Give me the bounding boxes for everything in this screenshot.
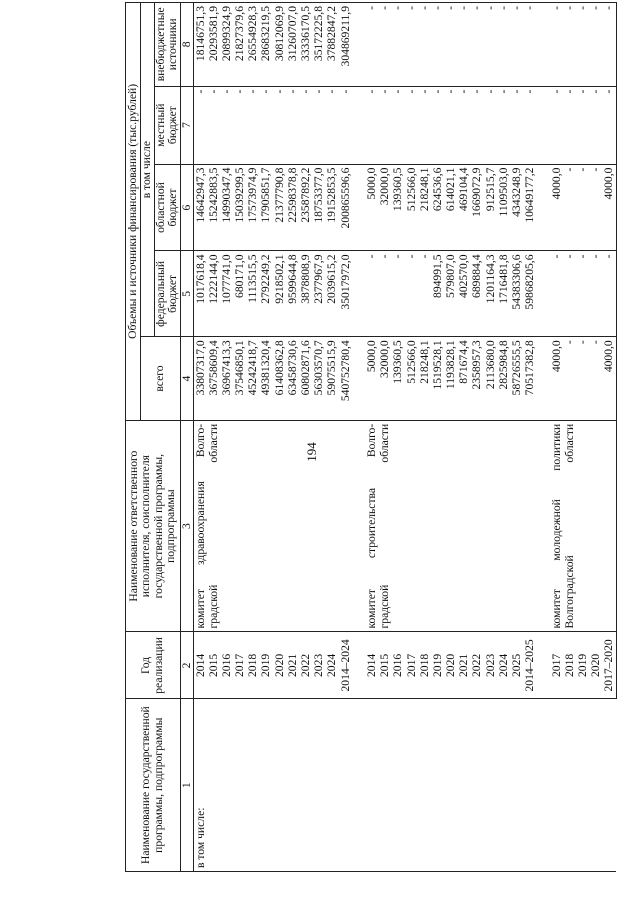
amount-value: 1519528,1 bbox=[430, 340, 444, 390]
amount-value: 32000,0 bbox=[378, 167, 392, 206]
year-value: 2023 bbox=[483, 653, 497, 677]
amount-value: - bbox=[457, 6, 471, 10]
executor-line: градской области bbox=[378, 423, 392, 629]
amount-value: - bbox=[233, 89, 247, 94]
amount-value: 20293581,9 bbox=[206, 6, 220, 62]
year-value: 2018 bbox=[417, 653, 431, 677]
amount-value: 59075515,9 bbox=[325, 340, 339, 396]
header-including: в том числе bbox=[141, 3, 155, 337]
amount-value: 17573974,9 bbox=[246, 167, 260, 223]
amount-value: 4000,0 bbox=[549, 340, 563, 373]
amount-value: 19152853,5 bbox=[325, 167, 339, 223]
amount-value: - bbox=[219, 89, 233, 94]
amount-value: - bbox=[417, 254, 431, 259]
amount-value: - bbox=[391, 89, 405, 94]
amount-value: - bbox=[549, 254, 563, 259]
row-gap bbox=[339, 424, 352, 629]
amount-value: - bbox=[391, 254, 405, 259]
amount-value: 1113515,5 bbox=[246, 254, 260, 303]
amount-value: 1222144,0 bbox=[206, 254, 220, 304]
amount-value: 70517382,8 bbox=[523, 340, 537, 396]
amount-value: 9599644,8 bbox=[285, 254, 299, 304]
amount-value: - bbox=[562, 167, 576, 172]
amount-value: 59868205,6 bbox=[523, 254, 537, 310]
amount-value: - bbox=[430, 89, 444, 94]
header-local: местный бюджет bbox=[154, 86, 180, 164]
executor-line: комитет молодежной политики bbox=[549, 423, 563, 629]
amount-value: 5000,0 bbox=[364, 167, 378, 200]
amount-value: 3878808,9 bbox=[299, 254, 312, 304]
year-value: 2019 bbox=[575, 653, 589, 677]
amount-value: 680171,0 bbox=[233, 254, 247, 298]
amount-value: - bbox=[259, 89, 273, 94]
amount-value: 28683219,5 bbox=[259, 6, 273, 62]
amount-value: 218248,1 bbox=[417, 340, 431, 384]
amount-value: - bbox=[589, 254, 603, 259]
header-extrabudget: внебюджетные источники bbox=[154, 3, 180, 87]
row-gap bbox=[325, 424, 338, 629]
row-gap bbox=[576, 424, 589, 629]
amount-value: - bbox=[523, 89, 537, 94]
amount-value: - bbox=[285, 89, 299, 94]
row-gap bbox=[536, 168, 549, 248]
amount-value: 1109503,0 bbox=[496, 167, 510, 217]
row-gap bbox=[246, 424, 259, 629]
amount-value: 20899324,9 bbox=[219, 6, 233, 62]
amount-value: - bbox=[562, 340, 576, 345]
amount-value: - bbox=[206, 89, 220, 94]
amount-value: - bbox=[562, 254, 576, 259]
row-gap bbox=[484, 424, 497, 629]
row-gap bbox=[536, 90, 549, 161]
amount-value: - bbox=[483, 6, 497, 10]
executor-line: комитет строительства Волго- bbox=[364, 423, 378, 629]
year-value: 2014–2024 bbox=[338, 639, 352, 692]
amount-value: 402570,0 bbox=[457, 254, 471, 298]
amount-value: 540752780,4 bbox=[338, 340, 352, 402]
amount-value: 35172225,8 bbox=[312, 6, 326, 62]
executor-line: Волгоградской области bbox=[562, 423, 576, 629]
amount-value: - bbox=[496, 89, 510, 94]
year-value: 2020 bbox=[272, 653, 286, 677]
amount-value: 21827379,6 bbox=[233, 6, 247, 62]
amount-value: 56303570,7 bbox=[312, 340, 326, 396]
column-number: 4 bbox=[180, 337, 193, 421]
row-gap bbox=[589, 424, 602, 629]
row-gap bbox=[444, 424, 457, 629]
row-gap bbox=[233, 424, 246, 629]
row-gap bbox=[418, 424, 431, 629]
column-number: 5 bbox=[180, 251, 193, 337]
federal-cell bbox=[193, 251, 616, 337]
amount-value: 139360,5 bbox=[391, 167, 405, 212]
year-value: 2019 bbox=[259, 653, 273, 677]
header-total: всего bbox=[141, 337, 181, 421]
local-cell bbox=[193, 86, 616, 164]
amount-value: 37546850,1 bbox=[233, 340, 247, 396]
amount-value: 2792249,2 bbox=[259, 254, 273, 304]
amount-value: - bbox=[417, 89, 431, 94]
amount-value: 17905851,7 bbox=[259, 167, 273, 223]
amount-value: 63458730,6 bbox=[285, 340, 299, 396]
amount-value: - bbox=[325, 89, 339, 94]
amount-value: 871674,4 bbox=[457, 340, 471, 384]
row-gap bbox=[536, 340, 549, 417]
row-gap bbox=[405, 424, 418, 629]
amount-value: 36758609,4 bbox=[206, 340, 220, 396]
amount-value: - bbox=[312, 89, 326, 94]
amount-value: - bbox=[364, 89, 378, 94]
amount-value: 1077741,0 bbox=[219, 254, 233, 304]
year-value: 2017 bbox=[549, 653, 563, 677]
row-gap bbox=[431, 424, 444, 629]
amount-value: 512566,0 bbox=[404, 167, 418, 212]
year-value: 2015 bbox=[206, 653, 220, 677]
row-gap bbox=[259, 424, 272, 629]
amount-value: 1193828,1 bbox=[444, 340, 458, 390]
amount-value: - bbox=[602, 254, 616, 259]
year-value: 2021 bbox=[457, 653, 471, 677]
amount-value: 4000,0 bbox=[549, 167, 563, 200]
amount-value: - bbox=[523, 6, 537, 10]
amount-value: - bbox=[589, 167, 603, 172]
amount-value: - bbox=[575, 340, 589, 345]
amount-value: - bbox=[404, 89, 418, 94]
column-numbers-row bbox=[180, 3, 193, 872]
amount-value: 689884,4 bbox=[470, 254, 484, 298]
year-value: 2018 bbox=[246, 653, 260, 677]
amount-value: - bbox=[378, 89, 392, 94]
header-regional: областной бюджет bbox=[154, 164, 180, 251]
amount-value: 54383306,6 bbox=[510, 254, 523, 310]
page-number: 194 bbox=[304, 442, 319, 462]
intro-label: в том числе: bbox=[193, 807, 207, 868]
amount-value: - bbox=[417, 6, 431, 10]
amount-value: 218248,1 bbox=[417, 167, 431, 212]
executor-line: комитет здравоохранения Волго- bbox=[193, 423, 207, 629]
row-gap bbox=[391, 424, 404, 629]
column-number: 6 bbox=[180, 164, 193, 251]
year-value: 2016 bbox=[391, 653, 405, 677]
row-gap bbox=[352, 424, 365, 629]
amount-value: - bbox=[549, 6, 563, 10]
amount-value: - bbox=[510, 6, 523, 10]
total-cell bbox=[193, 337, 616, 421]
year-value: 2020 bbox=[589, 653, 603, 677]
amount-value: 912515,7 bbox=[483, 167, 497, 212]
row-gap bbox=[536, 6, 549, 83]
table-header bbox=[126, 3, 194, 872]
amount-value: - bbox=[589, 6, 603, 10]
amount-value: 5000,0 bbox=[364, 340, 378, 373]
row-gap bbox=[352, 254, 365, 333]
amount-value: 1669072,9 bbox=[470, 167, 484, 217]
row-gap bbox=[536, 635, 549, 695]
year-value: 2014–2025 bbox=[523, 639, 537, 692]
executor-line: градской области bbox=[206, 423, 220, 629]
amount-value: - bbox=[246, 89, 260, 94]
column-number: 2 bbox=[180, 632, 193, 699]
amount-value: 36967413,3 bbox=[219, 340, 233, 396]
amount-value: - bbox=[444, 6, 458, 10]
regional-cell bbox=[193, 164, 616, 251]
amount-value: 35017972,0 bbox=[338, 254, 352, 310]
row-gap bbox=[470, 424, 483, 629]
amount-value: - bbox=[575, 6, 589, 10]
amount-value: 21377790,8 bbox=[272, 167, 286, 223]
year-value: 2016 bbox=[219, 653, 233, 677]
amount-value: - bbox=[575, 254, 589, 259]
row-gap bbox=[457, 424, 470, 629]
amount-value: 18753377,0 bbox=[312, 167, 326, 223]
amount-value: 37882847,2 bbox=[325, 6, 339, 62]
rotated-page bbox=[125, 2, 630, 872]
program-name-cell bbox=[193, 699, 616, 872]
amount-value: 4000,0 bbox=[602, 167, 616, 200]
amount-value: 23587892,2 bbox=[299, 167, 312, 223]
amount-value: - bbox=[575, 89, 589, 94]
amount-value: - bbox=[496, 6, 510, 10]
year-value: 2017 bbox=[404, 653, 418, 677]
row-gap bbox=[352, 90, 365, 161]
amount-value: 2377967,9 bbox=[312, 254, 326, 304]
year-value: 2017 bbox=[233, 653, 247, 677]
amount-value: - bbox=[378, 6, 392, 10]
amount-value: 58726555,5 bbox=[510, 340, 523, 396]
amount-value: 15242883,5 bbox=[206, 167, 220, 223]
row-gap bbox=[312, 424, 325, 629]
amount-value: 26554928,3 bbox=[246, 6, 260, 62]
amount-value: 4000,0 bbox=[602, 340, 616, 373]
year-value: 2018 bbox=[562, 653, 576, 677]
amount-value: 4343248,9 bbox=[510, 167, 523, 217]
amount-value: 14990347,4 bbox=[219, 167, 233, 223]
amount-value: 49381320,4 bbox=[259, 340, 273, 396]
year-value: 2023 bbox=[312, 653, 326, 677]
amount-value: - bbox=[391, 6, 405, 10]
table-body bbox=[193, 3, 616, 872]
amount-value: - bbox=[364, 6, 378, 10]
year-value: 2014 bbox=[364, 653, 378, 677]
amount-value: - bbox=[483, 89, 497, 94]
amount-value: - bbox=[272, 89, 286, 94]
amount-value: - bbox=[549, 89, 563, 94]
amount-value: - bbox=[338, 89, 352, 94]
amount-value: - bbox=[404, 254, 418, 259]
amount-value: 30812069,9 bbox=[272, 6, 286, 62]
amount-value: 200865596,6 bbox=[338, 167, 352, 229]
row-gap bbox=[352, 340, 365, 417]
amount-value: - bbox=[404, 6, 418, 10]
row-gap bbox=[352, 168, 365, 248]
amount-value: 2825984,8 bbox=[496, 340, 510, 390]
year-cell bbox=[193, 632, 616, 699]
row-gap bbox=[497, 424, 510, 629]
year-value: 2022 bbox=[299, 653, 312, 677]
year-value: 2022 bbox=[470, 653, 484, 677]
row-gap bbox=[510, 424, 523, 629]
row-gap bbox=[273, 424, 286, 629]
row-gap bbox=[523, 424, 536, 629]
amount-value: - bbox=[575, 167, 589, 172]
amount-value: 614021,1 bbox=[444, 167, 458, 212]
executor-cell bbox=[193, 420, 616, 632]
amount-value: 18146751,3 bbox=[193, 6, 207, 62]
amount-value: 32000,0 bbox=[378, 340, 392, 378]
header-program: Наименование государственной программы, подпрограммы bbox=[126, 699, 181, 872]
row-gap bbox=[220, 424, 233, 629]
amount-value: - bbox=[589, 89, 603, 94]
row-gap bbox=[299, 424, 312, 629]
header-federal: федеральный бюджет bbox=[154, 251, 180, 337]
amount-value: - bbox=[299, 89, 312, 94]
amount-value: - bbox=[602, 89, 616, 94]
year-value: 2014 bbox=[193, 653, 207, 677]
amount-value: 894991,5 bbox=[430, 254, 444, 298]
year-value: 2015 bbox=[378, 653, 392, 677]
amount-value: 2039615,2 bbox=[325, 254, 339, 304]
amount-value: 33336170,5 bbox=[299, 6, 312, 62]
amount-value: 2358957,3 bbox=[470, 340, 484, 390]
amount-value: 15039299,5 bbox=[233, 167, 247, 223]
amount-value: 61408362,8 bbox=[272, 340, 286, 396]
amount-value: 1017618,4 bbox=[193, 254, 207, 304]
year-value: 2019 bbox=[430, 653, 444, 677]
amount-value: 579807,0 bbox=[444, 254, 458, 298]
amount-value: 304869211,9 bbox=[338, 6, 352, 67]
amount-value: 45242418,7 bbox=[246, 340, 260, 396]
amount-value: - bbox=[430, 6, 444, 10]
year-value: 2021 bbox=[285, 653, 299, 677]
amount-value: 9218502,1 bbox=[272, 254, 286, 304]
amount-value: - bbox=[510, 89, 523, 94]
amount-value: - bbox=[602, 6, 616, 10]
row-gap bbox=[352, 635, 365, 695]
amount-value: - bbox=[378, 254, 392, 259]
amount-value: 60802871,6 bbox=[299, 340, 312, 396]
amount-value: - bbox=[562, 89, 576, 94]
amount-value: 22598378,8 bbox=[285, 167, 299, 223]
year-value: 2025 bbox=[510, 653, 523, 677]
year-value: 2024 bbox=[325, 653, 339, 677]
amount-value: 1716481,8 bbox=[496, 254, 510, 304]
amount-value: 10649177,2 bbox=[523, 167, 537, 223]
funding-table bbox=[125, 2, 617, 872]
amount-value: 512566,0 bbox=[404, 340, 418, 384]
column-number: 8 bbox=[180, 3, 193, 87]
column-number: 7 bbox=[180, 86, 193, 164]
amount-value: - bbox=[470, 89, 484, 94]
amount-value: 31260707,0 bbox=[285, 6, 299, 62]
column-number: 1 bbox=[180, 699, 193, 872]
year-value: 2024 bbox=[496, 653, 510, 677]
amount-value: - bbox=[364, 254, 378, 259]
amount-value: 624536,6 bbox=[430, 167, 444, 212]
row-gap bbox=[536, 254, 549, 333]
year-value: 2017–2020 bbox=[602, 639, 616, 692]
row-gap bbox=[286, 424, 299, 629]
amount-value: - bbox=[470, 6, 484, 10]
table-data-row bbox=[193, 3, 616, 872]
extrabudget-cell bbox=[193, 3, 616, 87]
amount-value: 2113680,0 bbox=[483, 340, 497, 390]
amount-value: - bbox=[444, 89, 458, 94]
header-funding: Объемы и источники финансирования (тыс.рублей) bbox=[126, 3, 141, 421]
amount-value: 33807317,0 bbox=[193, 340, 207, 396]
column-number: 3 bbox=[180, 420, 193, 632]
amount-value: - bbox=[193, 89, 207, 94]
amount-value: - bbox=[562, 6, 576, 10]
amount-value: - bbox=[589, 340, 603, 345]
row-gap bbox=[602, 424, 615, 629]
header-executor: Наименование ответственного исполнителя, соисполнителя государственной программы, подпрограммы bbox=[126, 420, 181, 632]
year-value: 2020 bbox=[444, 653, 458, 677]
amount-value: - bbox=[457, 89, 471, 94]
row-gap bbox=[352, 6, 365, 83]
amount-value: 14642947,3 bbox=[193, 167, 207, 223]
amount-value: 139360,5 bbox=[391, 340, 405, 384]
row-gap bbox=[536, 424, 549, 629]
amount-value: 469104,4 bbox=[457, 167, 471, 212]
header-year: Год реализации bbox=[126, 632, 181, 699]
amount-value: 1201164,3 bbox=[483, 254, 497, 304]
